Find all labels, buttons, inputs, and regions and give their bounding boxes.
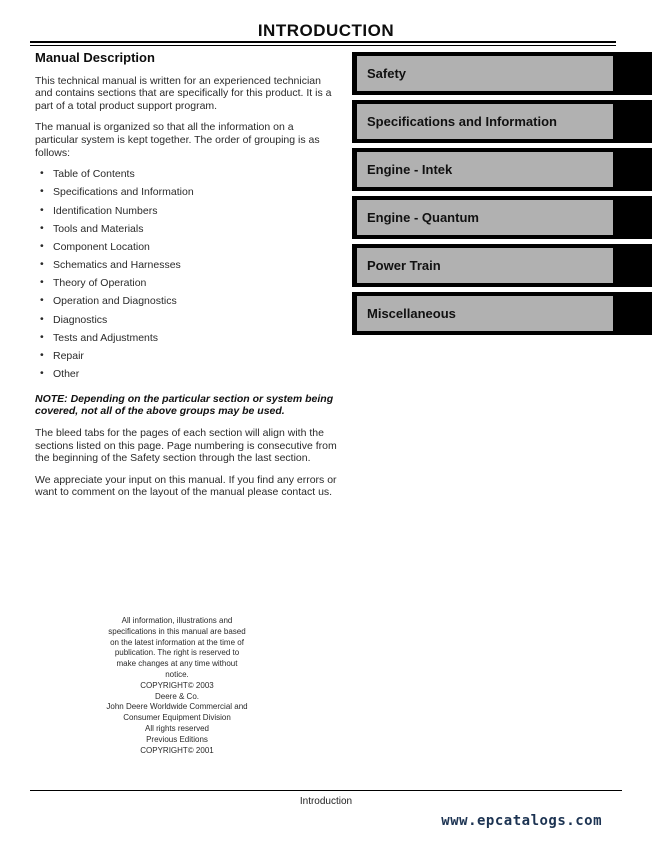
copyright-line: specifications in this manual are based [108,626,246,636]
paragraph: This technical manual is written for an experienced technician and contains sections that are specifically for this product. It is a part of a total product support program. [35,74,332,112]
page-title: INTRODUCTION [257,21,395,40]
tab-specifications-label: Specifications and Information [357,104,613,139]
section-bleed-tabs [352,52,652,340]
copyright-line: COPYRIGHT© 2001 [140,745,214,755]
copyright-line: on the latest information at the time of [110,637,244,647]
tab-engine-quantum [352,196,652,239]
list-item: • Component Location [35,241,339,254]
copyright-line: notice. [165,669,189,679]
tab-safety [352,52,652,95]
paragraph: The bleed tabs for the pages of each section will align with the sections listed on this page. Page numbering is consecutive from the beginning of the Safety section through the last section. [35,427,337,465]
footer-page-label: Introduction [299,796,353,807]
section-heading: Manual Description [35,50,155,65]
list-item: • Tools and Materials [35,223,339,236]
copyright-line: make changes at any time without [116,659,238,669]
tab-power-train-label: Power Train [357,248,613,283]
copyright-line: publication. The right is reserved to [114,648,240,658]
copyright-line: John Deere Worldwide Commercial and [106,702,248,712]
list-item: • Diagnostics [35,314,339,327]
list-item: • Specifications and Information [35,186,339,199]
list-item: • Theory of Operation [35,277,339,290]
list-item: • Other [35,368,339,381]
list-item: • Tests and Adjustments [35,332,339,345]
list-item: • Operation and Diagnostics [35,295,339,308]
copyright-block [87,616,267,756]
list-item: • Schematics and Harnesses [35,259,339,272]
paragraph: The manual is organized so that all the information on a particular system is kept together. The order of grouping is as follows: [35,121,320,159]
list-item: • Repair [35,350,339,363]
copyright-line: Consumer Equipment Division [123,713,231,723]
copyright-line: Previous Editions [146,734,208,744]
copyright-line: Deere & Co. [154,691,200,701]
copyright-line: COPYRIGHT© 2003 [140,680,214,690]
tab-miscellaneous [352,292,652,335]
tab-power-train [352,244,652,287]
tab-miscellaneous-label: Miscellaneous [357,296,613,331]
tab-safety-label: Safety [357,56,613,91]
paragraph: We appreciate your input on this manual. If you find any errors or want to comment on the layout of the manual please contact us. [35,473,337,499]
footer-rule [30,790,622,791]
tab-engine-quantum-label: Engine - Quantum [357,200,613,235]
copyright-line: All information, illustrations and [121,616,233,625]
list-item: • Table of Contents [35,168,339,181]
note-text: NOTE: Depending on the particular section or system being covered, not all of the above groups may be used. [35,392,334,418]
copyright-line: All rights reserved [144,723,210,733]
tab-specifications-and-information [352,100,652,143]
grouping-list [35,168,339,381]
tab-engine-intek [352,148,652,191]
tab-engine-intek-label: Engine - Intek [357,152,613,187]
manual-description-section [35,52,339,508]
title-rule [30,41,616,46]
epcatalogs-watermark-link[interactable]: www.epcatalogs.com [441,813,602,829]
list-item: • Identification Numbers [35,205,339,218]
